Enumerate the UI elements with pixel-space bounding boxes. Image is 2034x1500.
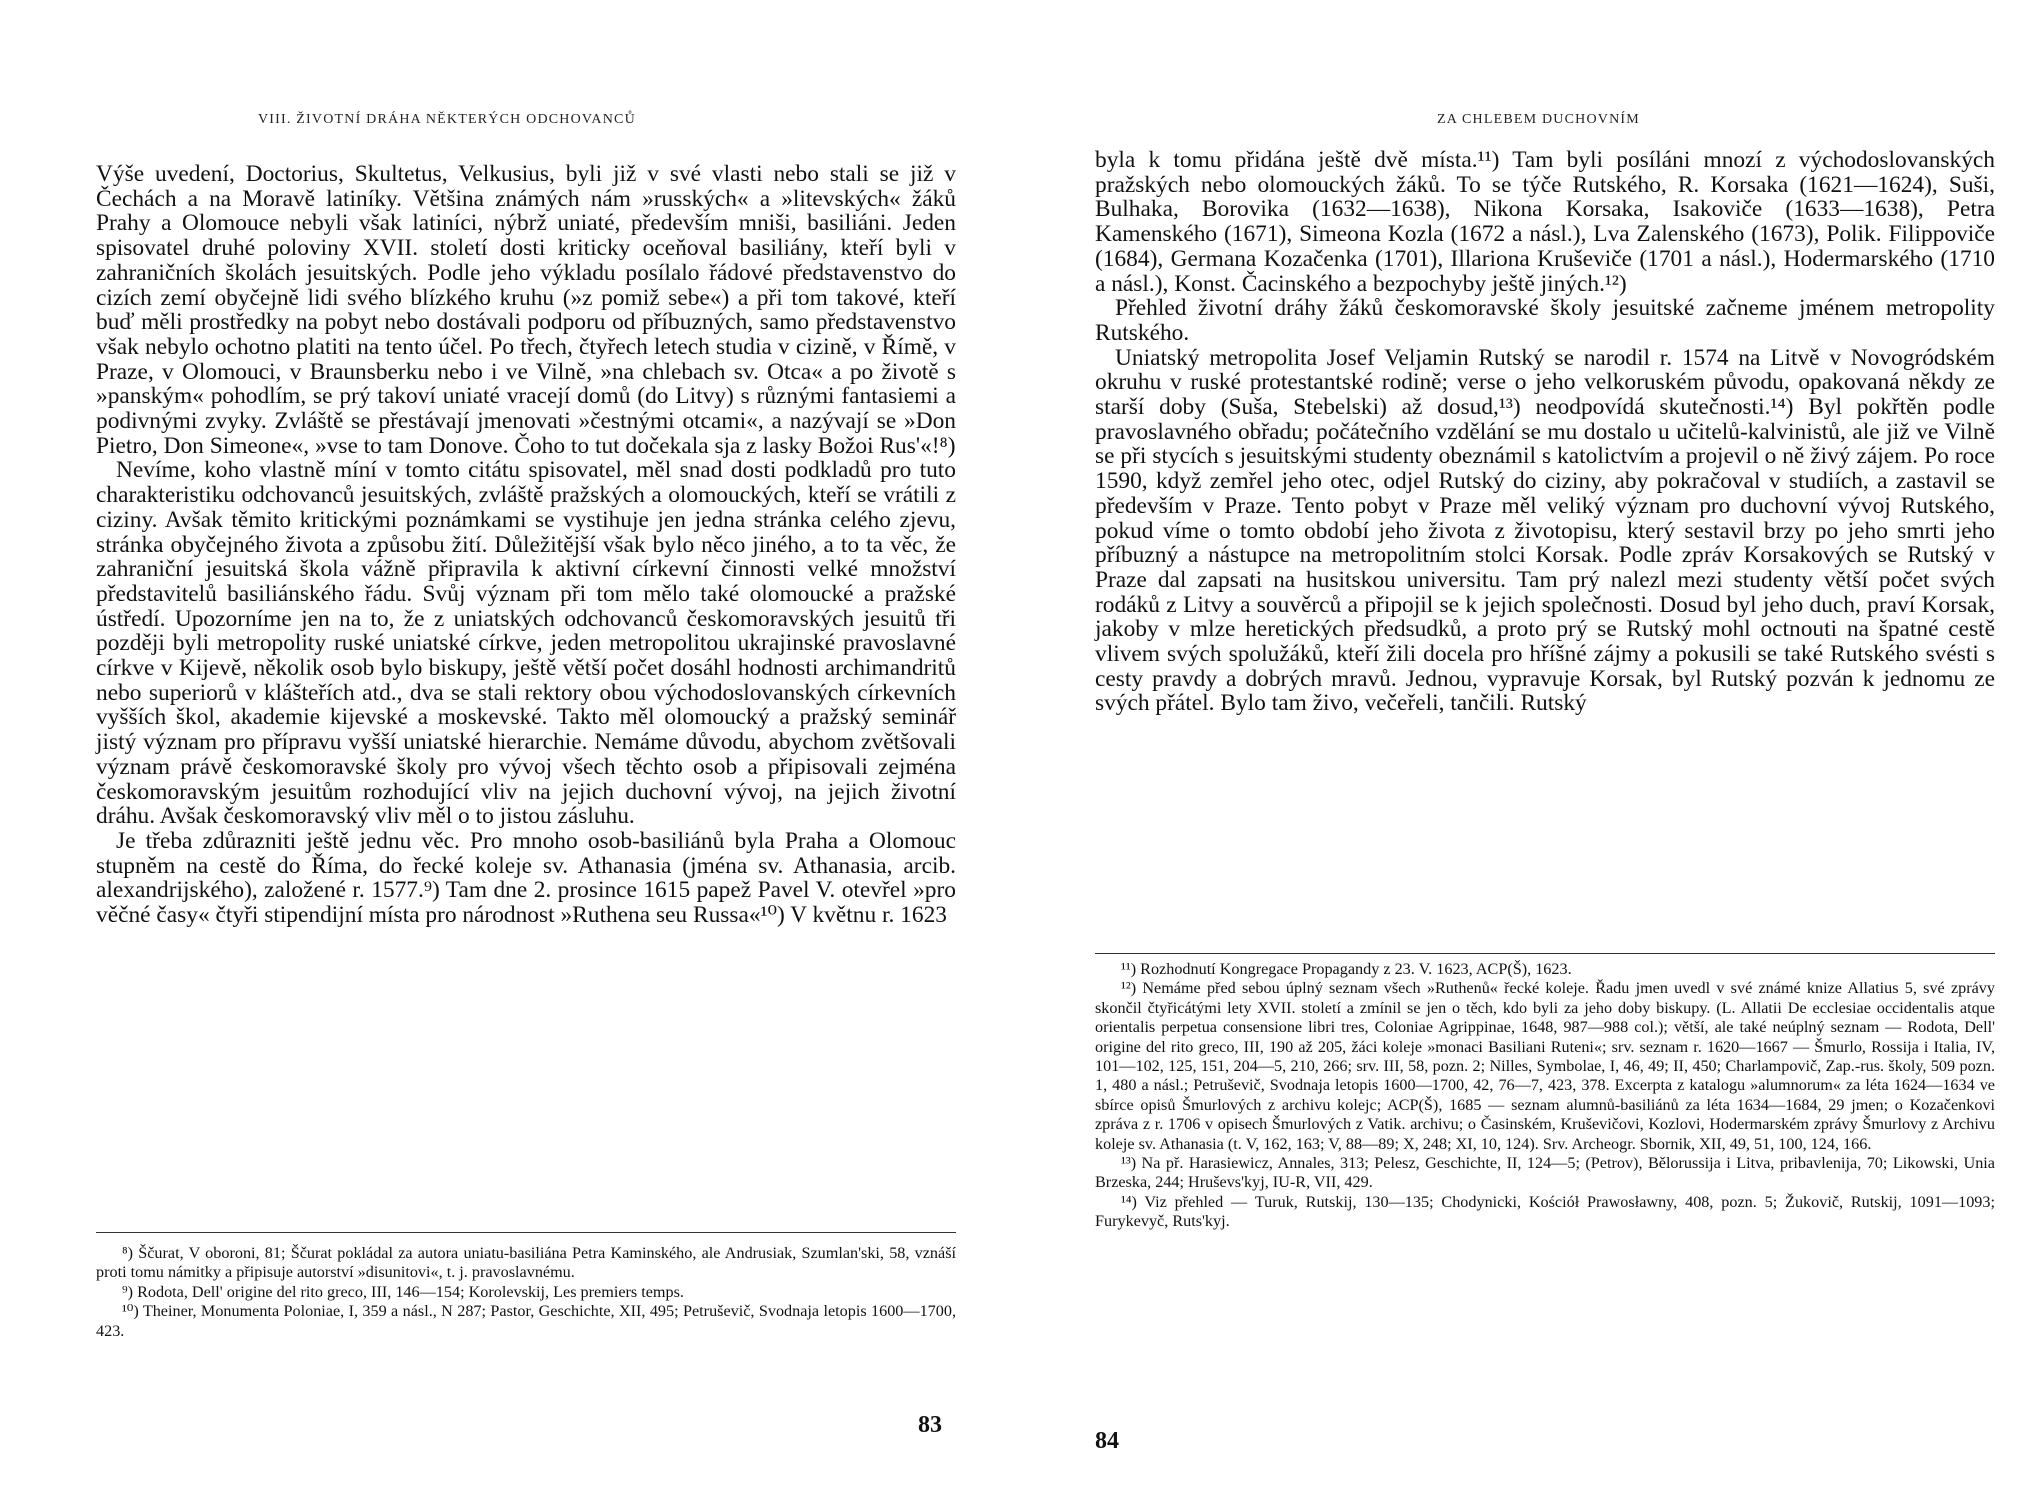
footnote: ¹²) Nemáme před sebou úplný seznam všech »Ruthenů« řecké koleje. Řadu jmen uvedl v své známé knize Allatius 5, své zprávy skončil čtyřicátými lety XVII. století a zmínil se jen o těch, kdo byli za jeho doby biskupy. (L. Allatii De ecclesiae occidentalis atque orientalis perpetua consensione libri tres, Coloniae Agrippinae, 1648, 987—988 col.); větší, ale také neúplný seznam — Rodota, Dell' origine del rito greco, III, 190 až 205, žáci koleje »monaci Basiliani Ruteni«; srv. seznam r. 1620—1667 — Šmurlo, Rossija i Italia, IV, 101—102, 125, 151, 204—5, 210, 266; srv. III, 58, pozn. 2; Nilles, Symbolae, I, 46, 49; II, 450; Charlampovič, Zap.-rus. školy, 509 pozn. 1, 480 a násl.; Petruševič, Svodnaja letopis 1600—1700, 42, 76—7, 423, 378. Excerpta z katalogu »alumnorum« za léta 1624—1634 ve sbírce opisů Šmurlových z archivu kolejc; ACP(Š), 1685 — seznam alumnů-basiliánů za léta 1634—1684, 29 jmen; o Kozačenkovi zpráva z r. 1706 v opisech Šmurlových z Vatik. archivu; o Časinském, Kruševičovi, Kozlovi, Hodermarském zprávy Šmurlovy z Archivu koleje sv. Athanasia (t. V, 162, 163; V, 88—89; X, 248; XI, 10, 124). Srv. Archeogr. Sbornik, XII, 49, 51, 100, 124, 166. (1095, 979, 1995, 1153)
footnote: ⁹) Rodota, Dell' origine del rito greco, III, 146—154; Korolevskij, Les premiers temps. (122, 1282, 684, 1301)
body-text-left (96, 162, 956, 928)
running-head-left: VIII. ŽIVOTNÍ DRÁHA NĚKTERÝCH ODCHOVANCŮ (258, 112, 636, 127)
footnote: ¹¹) Rozhodnutí Kongregace Propagandy z 23. V. 1623, ACP(Š), 1623. (1121, 960, 1572, 978)
footnotes-right (1095, 960, 1995, 1232)
footnote: ⁸) Ščurat, V oboroni, 81; Ščurat pokládal za autora uniatu-basiliána Petra Kaminského, ale Andrusiak, Szumlan'ski, 58, vznáší proti tomu námitky a připisuje autorství »disunitovi«, t. j. pravoslavnému. (96, 1244, 956, 1282)
body-text-right (1095, 148, 1995, 716)
footnote: ¹⁴) Viz přehled — Turuk, Rutskij, 130—135; Chodynicki, Kościół Prawosławny, 408, pozn. 5; Žukovič, Rutskij, 1091—1093; Furykevyč, Ruts'kyj. (1095, 1192, 1995, 1231)
footnote-divider (96, 1232, 956, 1233)
footnote: ¹³) Na př. Harasiewicz, Annales, 313; Pelesz, Geschichte, II, 124—5; (Petrov), Bělorussija i Litva, pribavlenija, 70; Likowski, Unia Brzeska, 244; Hruševs'kyj, IU-R, VII, 429. (1095, 1154, 1995, 1192)
paragraph: Nevíme, koho vlastně míní v tomto citátu spisovatel, měl snad dosti podkladů pro tuto charakteristiku odchovanců jesuitských, zvláště pražských a olomouckých, kteří se vrátili z ciziny. Avšak těmito kritickými poznámkami se vystihuje jen jedna stránka celého zjevu, stránka obyčejného života a způsobu žití. Důležitější však bylo něco jiného, a to ta věc, že zahraniční jesuitská škola vážně připravila k aktivní církevní činnosti velké množství představitelů basiliánského řádu. Svůj význam při tom mělo také olomoucké a pražské ústředí. Upozorníme jen na to, že z uniatských odchovanců českomoravských jesuitů tři později byli metropolity ruské uniatské církve, jeden metropolitou ukrajinské pravoslavné církve v Kijevě, několik osob bylo biskupy, ještě větší počet dosáhl hodnosti archimandritů nebo superiorů v klášteřích atd., dva se stali rektory obou východoslovanských církevních vyšších škol, akademie kijevské a moskevské. Takto měl olomoucký a pražský seminář jistý význam pro přípravu vyšší uniatské hierarchie. Nemáme důvodu, abychom zvětšovali význam právě českomoravské školy pro vývoj všech těchto osob a připisovali zejména českomoravským jesuitům rozhodující vliv na jejich duchovní vývoj, na jejich životní dráhu. Avšak českomoravský vliv měl o to jistou zásluhu. (96, 457, 956, 830)
page-number-left: 83 (918, 1412, 942, 1438)
running-head-right: ZA CHLEBEM DUCHOVNÍM (1437, 112, 1640, 127)
footnote-divider (1095, 953, 1995, 954)
paragraph: Je třeba zdůrazniti ještě jednu věc. Pro mnoho osob-basiliánů byla Praha a Olomouc stupněm na cestě do Říma, do řecké koleje sv. Athanasia (jména sv. Athanasia, arcib. alexandrijského), založené r. 1577.⁹) Tam dne 2. prosince 1615 papež Pavel V. otevřel »pro věčné časy« čtyři stipendijní místa pro národnost »Ruthena seu Russa«¹⁰) V květnu r. 1623 (96, 827, 956, 929)
footnotes-left (96, 1244, 956, 1341)
footnote: ¹⁰) Theiner, Monumenta Poloniae, I, 359 a násl., N 287; Pastor, Geschichte, XII, 495; Petruševič, Svodnaja letopis 1600—1700, 423. (96, 1302, 956, 1340)
page-number-right: 84 (1095, 1428, 1119, 1454)
paragraph: Uniatský metropolita Josef Veljamin Rutský se narodil r. 1574 na Litvě v Novogródském okruhu v ruské protestantské rodině; verse o jeho velkoruském původu, opakovaná někdy ze starší doby (Suša, Stebelski) až dosud,¹³) neodpovídá skutečnosti.¹⁴) Byl pokřtěn podle pravoslavného obřadu; počátečního vzdělání se mu dostalo u učitelů-kalvinistů, ale již ve Vilně se při stycích s jesuitskými studenty obeznámil s katolictvím a projevil o ně živý zájem. Po roce 1590, když zemřel jeho otec, odjel Rutský do ciziny, aby pokračoval v studiích, a zastavil se především v Praze. Tento pobyt v Praze měl veliký význam pro duchovní vývoj Rutského, pokud víme o tomto období jeho života z životopisu, který sestavil brzy po jeho smrti jeho příbuzný a nástupce na metropolitním stolci Korsak. Podle zpráv Korsakových se Rutský v Praze dal zapsati na husitskou universitu. Tam prý nalezl mezi studenty větší počet svých rodáků z Litvy a souvěrců a připojil se k jejich společnosti. Dosud byl jeho duch, praví Korsak, jakoby v mlze heretických předsudků, a proto prý se Rutský mohl octnouti na špatné cestě vlivem svých spolužáků, kteří žili docela pro hříšné zájmy a pokusili se také Rutského svésti s cesty pravdy a dobrých mravů. Jednou, vypravuje Korsak, byl Rutský pozván k jednomu ze svých přátel. Bylo tam živo, večeřeli, tančili. Rutský (1095, 344, 1995, 717)
right-page (1017, 0, 2034, 1500)
paragraph: Výše uvedení, Doctorius, Skultetus, Velkusius, byli již v své vlasti nebo stali se již v Čechách a na Moravě latiníky. Většina známých nám »rusských« a »litevských« žáků Prahy a Olomouce nebyli však latiníci, nýbrž uniaté, především mniši, basiliáni. Jeden spisovatel druhé poloviny XVII. století dosti kriticky oceňoval basiliány, kteří byli v zahraničních školách jesuitských. Podle jeho výkladu posílalo řádové představenstvo do cizích zemí obyčejně lidi svého blízkého kruhu (»z pomiž sebe«) a při tom takové, kteří buď měli prostředky na pobyt nebo dostávali podporu od příbuzných, samo představenstvo však nebylo ochotno platiti na tento účel. Po třech, čtyřech letech studia v cizině, v Římě, v Praze, v Olomouci, v Braunsberku nebo i ve Vilně, »na chlebach sv. Otca« a po životě s »panským« pohodlím, se prý takoví uniaté vracejí domů (do Litvy) s různými fantasiemi a podivnými zvyky. Zvláště se přestávají jmenovati »čestnými otcami«, a nazývají se »Don Pietro, Don Simeone«, »vse to tam Donove. Čoho to tut dočekala sja z lasky Božoi Rus'«!⁸) (96, 161, 956, 459)
paragraph: byla k tomu přidána ještě dvě místa.¹¹) Tam byli posíláni mnozí z východoslovanských pražských nebo olomouckých žáků. To se týče Rutského, R. Korsaka (1621—1624), Suši, Bulhaka, Borovika (1632—1638), Nikona Korsaka, Isakoviče (1633—1638), Petra Kamenského (1671), Simeona Kozla (1672 a násl.), Lva Zalenského (1673), Polik. Filippoviče (1684), Germana Kozačenka (1701), Illariona Kruševiče (1701 a násl.), Hodermarského (1710 a násl.), Konst. Čacinského a bezpochyby ještě jiných.¹²) (1095, 147, 1995, 297)
paragraph: Přehled životní dráhy žáků českomoravské školy jesuitské začneme jménem metropolity Rutského. (1095, 295, 1995, 346)
